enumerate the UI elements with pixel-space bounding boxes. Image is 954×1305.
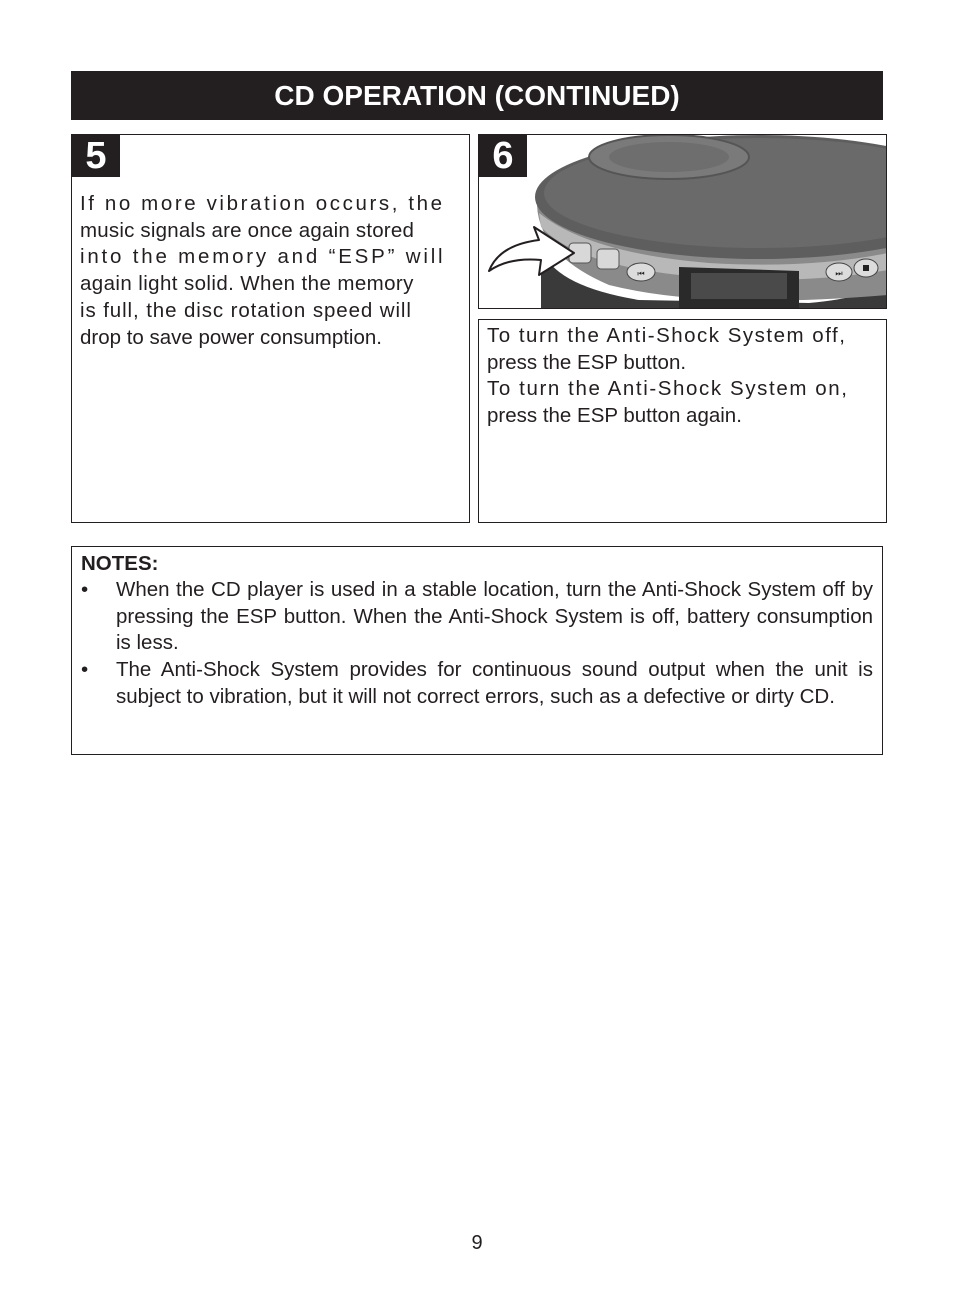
step-5-line: into the memory and “ESP” will — [80, 245, 446, 269]
notes-title: NOTES: — [81, 552, 159, 575]
note-item — [81, 657, 873, 710]
note-item — [81, 577, 873, 657]
step-6-line: press the ESP button. — [487, 350, 687, 374]
step-5-line: If no more vibration occurs, the — [80, 192, 445, 215]
step-6-line: press the ESP button again. — [487, 404, 742, 428]
bullet: • — [81, 658, 89, 681]
step-5-text — [80, 191, 462, 351]
svg-text:⏮: ⏮ — [637, 269, 645, 278]
step-5-number: 5 — [72, 135, 120, 177]
step-5-line: again light solid. When the memory — [80, 272, 414, 296]
step-6-line: To turn the Anti-Shock System off, — [487, 324, 847, 347]
note-text: When the CD player is used in a stable location, turn the Anti-Shock System off by pressing the ESP button. When the Anti-Shock System is off, battery consumption is less. — [116, 578, 873, 655]
bullet: • — [81, 578, 89, 601]
cd-player-illustration — [479, 135, 887, 309]
step-5-line: is full, the disc rotation speed will — [80, 298, 412, 322]
step-5-line: music signals are once again stored — [80, 218, 415, 242]
step-6-text — [487, 323, 879, 430]
notes-box — [71, 546, 883, 755]
step-6-line: To turn the Anti-Shock System on, — [487, 377, 849, 401]
step-6-text-box — [478, 319, 887, 523]
step-6-illustration-box — [478, 134, 887, 309]
section-title: CD OPERATION (CONTINUED) — [274, 79, 680, 111]
step-5-line: drop to save power consumption. — [80, 325, 382, 349]
step-6-number: 6 — [479, 135, 527, 177]
note-text: The Anti-Shock System provides for continuous sound output when the unit is subject to vibration, but it will not correct errors, such as a defective or dirty CD. — [116, 658, 873, 708]
step-5-box — [71, 134, 470, 523]
svg-text:⏭: ⏭ — [835, 269, 843, 278]
section-title-bar — [71, 71, 883, 120]
page-number: 9 — [471, 1232, 483, 1254]
